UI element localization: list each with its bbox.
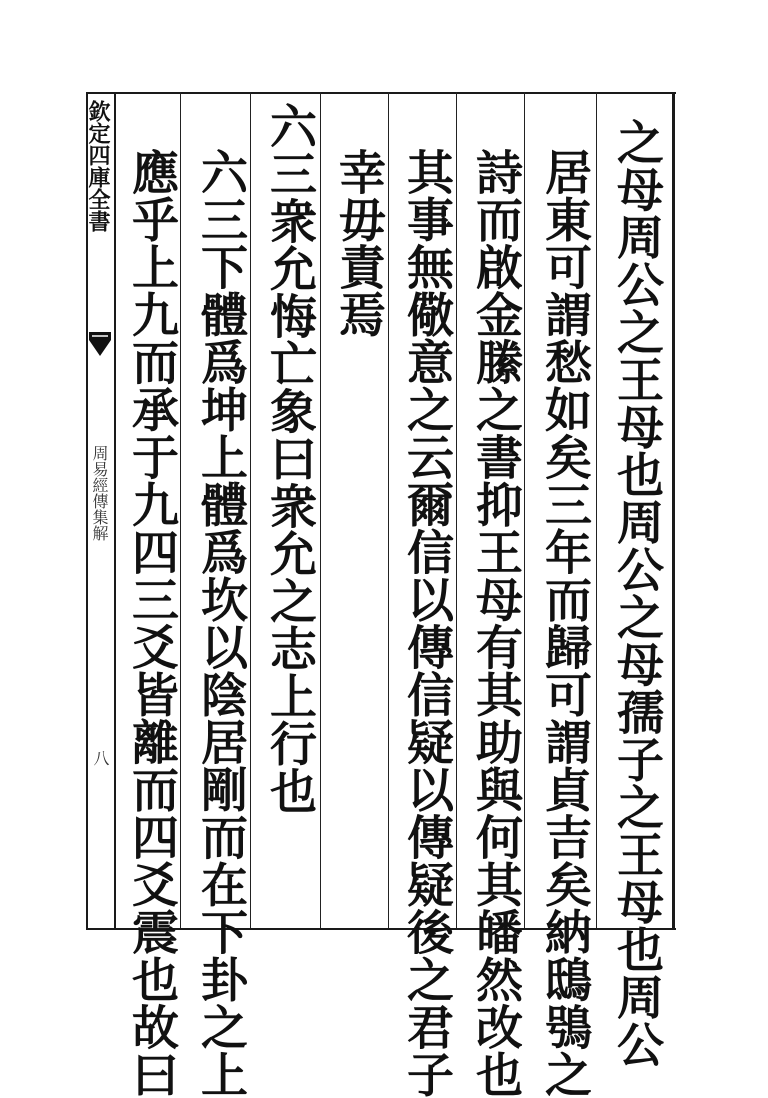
margin-page-number: 八 <box>91 750 110 766</box>
column-divider <box>388 92 389 928</box>
text-column-7: 六三下體爲坤上體爲坎以陰居剛而在下卦之上 <box>193 148 248 1098</box>
frame-right-border <box>672 92 675 928</box>
text-column-5: 幸毋責焉 <box>331 148 386 338</box>
column-divider <box>456 92 457 928</box>
text-column-2: 居東可謂愁如矣三年而歸可謂貞吉矣納鴟鴞之 <box>537 148 592 1098</box>
text-column-3: 詩而啟金縢之書抑王母有其助與何其皤然改也 <box>468 148 523 1098</box>
frame-top-border <box>86 92 676 94</box>
margin-collection-title: 欽定四庫全書 <box>85 100 111 232</box>
margin-book-name: 周易經傳集解 <box>90 445 109 541</box>
text-column-6: 六三衆允悔亡象曰衆允之志上行也 <box>262 102 317 815</box>
column-divider <box>180 92 181 928</box>
text-column-8: 應乎上九而承于九四三爻皆離而四爻震也故曰 <box>124 148 179 1098</box>
column-divider <box>250 92 251 928</box>
text-column-1: 之母周公之王母也周公之母孺子之王母也周公 <box>609 118 664 1068</box>
fish-tail-icon <box>88 330 112 360</box>
text-column-4: 其事無儆意之云爾信以傳信疑以傳疑後之君子 <box>399 148 454 1098</box>
column-divider <box>524 92 525 928</box>
column-divider <box>596 92 597 928</box>
column-divider <box>320 92 321 928</box>
